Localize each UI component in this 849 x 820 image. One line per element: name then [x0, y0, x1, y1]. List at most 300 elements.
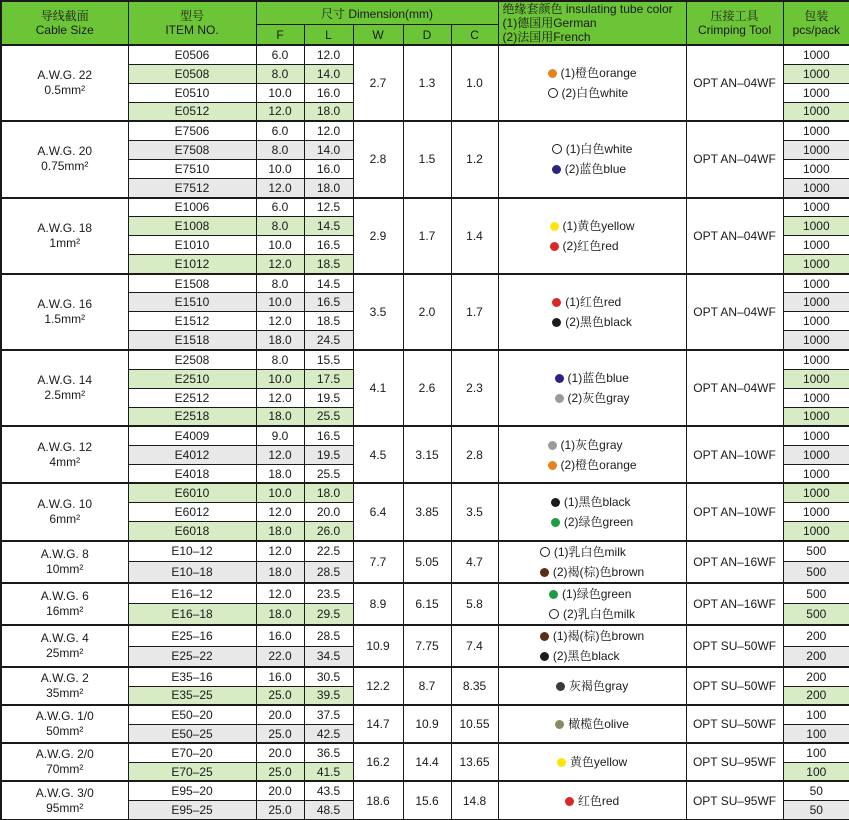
tube-color-line [540, 626, 644, 646]
orange-dot [548, 69, 557, 78]
cable-size-label: 1.5mm² [44, 311, 86, 326]
dim-l-cell: 26.0 [304, 522, 353, 541]
crimping-tool-cell: OPT AN–04WF [686, 121, 783, 197]
dim-l-cell: 12.0 [304, 121, 353, 140]
dim-l-cell: 12.0 [304, 45, 353, 64]
tube-color-line [552, 159, 633, 179]
dim-l-cell: 15.5 [304, 350, 353, 369]
cable-size-label: 0.5mm² [44, 83, 86, 98]
item-no-cell: E35–16 [128, 667, 256, 686]
dim-l-cell: 20.0 [304, 503, 353, 522]
dim-l-cell: 16.0 [304, 83, 353, 102]
col-header-pack [783, 1, 849, 45]
tube-color-line [557, 752, 627, 772]
dim-w-cell: 2.8 [353, 121, 403, 197]
dim-f-cell: 25.0 [256, 686, 304, 705]
dim-l-cell: 39.5 [304, 686, 353, 705]
pcs-cell: 1000 [783, 350, 849, 369]
tube-color-label: (2)褐(棕)色brown [552, 564, 645, 579]
col-header-dim-d: D [403, 25, 451, 45]
dim-f-cell: 12.0 [256, 312, 304, 331]
dim-w-cell: 16.2 [353, 743, 403, 781]
pcs-cell: 1000 [783, 255, 849, 274]
dim-d-cell: 3.85 [403, 483, 451, 540]
dim-f-cell: 16.0 [256, 625, 304, 646]
item-no-cell: E50–20 [128, 705, 256, 724]
item-no-cell: E1510 [128, 293, 256, 312]
dim-f-cell: 8.0 [256, 350, 304, 369]
white-circle [548, 88, 558, 98]
item-no-cell: E16–12 [128, 583, 256, 604]
dim-l-cell: 42.5 [304, 724, 353, 743]
tube-color-line [565, 791, 619, 811]
tube-color-label: (1)蓝色blue [567, 371, 629, 386]
dim-f-cell: 10.0 [256, 369, 304, 388]
cable-awg-label: A.W.G. 22 [37, 68, 93, 83]
dim-d-cell: 2.0 [403, 274, 451, 350]
brown-dot [540, 568, 549, 577]
dim-d-cell: 7.75 [403, 625, 451, 667]
dim-d-cell: 1.5 [403, 121, 451, 197]
pcs-cell: 1000 [783, 45, 849, 64]
tube-color-label: (1)乳白色milk [553, 544, 626, 559]
tube-color-lines [557, 752, 627, 772]
tube-color-label: 红色red [577, 793, 620, 808]
tube-color-line [552, 312, 632, 332]
table-row [1, 705, 849, 724]
tube-color-line [540, 542, 644, 562]
dim-w-cell: 14.7 [353, 705, 403, 743]
dim-f-cell: 25.0 [256, 801, 304, 820]
item-no-cell: E2510 [128, 369, 256, 388]
taupe-dot [556, 682, 565, 691]
pcs-cell: 1000 [783, 178, 849, 197]
dim-c-cell: 7.4 [451, 625, 498, 667]
table-row [1, 121, 849, 140]
dim-l-cell: 43.5 [304, 781, 353, 800]
dim-d-cell: 10.9 [403, 705, 451, 743]
tube-color-label: (2)绿色green [563, 515, 634, 530]
dim-f-cell: 25.0 [256, 724, 304, 743]
tube-color-lines [551, 492, 633, 532]
dim-f-cell: 6.0 [256, 121, 304, 140]
item-no-cell: E10–12 [128, 541, 256, 562]
item-no-cell: E1518 [128, 331, 256, 350]
item-no-cell: E70–25 [128, 762, 256, 781]
pcs-cell: 1000 [783, 121, 849, 140]
dim-f-cell: 22.0 [256, 646, 304, 667]
pack-header-en: pcs/pack [792, 23, 840, 37]
cable-size-cell [1, 667, 128, 705]
brown-dot [540, 632, 549, 641]
item-no-cell: E70–20 [128, 743, 256, 762]
tube-color-line [551, 512, 633, 532]
cable-size-cell [1, 625, 128, 667]
cable-size-cell [1, 583, 128, 625]
pcs-cell: 1000 [783, 407, 849, 426]
black-dot [540, 652, 549, 661]
dim-f-cell: 8.0 [256, 217, 304, 236]
item-no-cell: E0510 [128, 83, 256, 102]
item-no-cell: E1010 [128, 236, 256, 255]
table-row [1, 483, 849, 502]
pcs-cell: 500 [783, 562, 849, 583]
dim-l-cell: 19.5 [304, 445, 353, 464]
cable-size-cell [1, 274, 128, 350]
cable-size-label: 95mm² [46, 800, 84, 815]
dim-d-cell: 5.05 [403, 541, 451, 583]
tube-color-label: 橄榄色olive [568, 717, 629, 732]
item-no-cell: E7510 [128, 159, 256, 178]
pcs-cell: 1000 [783, 483, 849, 502]
item-no-cell: E4009 [128, 426, 256, 445]
table-row [1, 541, 849, 562]
dim-c-cell: 14.8 [451, 781, 498, 820]
dim-c-cell: 5.8 [451, 583, 498, 625]
dim-c-cell: 3.5 [451, 483, 498, 540]
green-dot [549, 590, 558, 599]
crimping-tool-cell: OPT AN–04WF [686, 350, 783, 426]
dim-l-cell: 22.5 [304, 541, 353, 562]
dim-w-cell: 4.1 [353, 350, 403, 426]
tube-color-label: (1)绿色green [562, 586, 632, 601]
crimping-header-en: Crimping Tool [697, 23, 772, 37]
cable-awg-label: A.W.G. 6 [40, 588, 89, 603]
crimping-tool-cell: OPT AN–04WF [686, 198, 783, 274]
dim-w-cell: 3.5 [353, 274, 403, 350]
tube-color-line [548, 455, 637, 475]
crimping-tool-cell: OPT AN–10WF [686, 426, 783, 483]
cable-size-cell [1, 198, 128, 274]
dim-l-cell: 16.5 [304, 236, 353, 255]
cable-awg-label: A.W.G. 18 [37, 220, 93, 235]
white-circle [552, 144, 562, 154]
tube-color-lines [540, 626, 644, 666]
cable-size-label: 16mm² [46, 603, 84, 618]
pcs-cell: 1000 [783, 312, 849, 331]
dim-l-cell: 19.5 [304, 388, 353, 407]
dim-d-cell: 3.15 [403, 426, 451, 483]
tube-color-cell [498, 625, 686, 667]
dim-l-cell: 14.5 [304, 217, 353, 236]
tube-color-label: (2)红色red [562, 238, 619, 253]
dim-l-cell: 18.0 [304, 102, 353, 121]
cable-size-cell [1, 781, 128, 820]
tube-color-cell [498, 274, 686, 350]
dim-l-cell: 14.0 [304, 140, 353, 159]
table-header [1, 1, 849, 45]
cable-size-cell [1, 743, 128, 781]
pcs-cell: 1000 [783, 426, 849, 445]
tube-color-label: 黄色yellow [569, 755, 628, 770]
tube-color-lines [548, 435, 637, 475]
tube-color-line [556, 676, 628, 696]
table-row [1, 625, 849, 646]
dim-f-cell: 20.0 [256, 743, 304, 762]
dim-f-cell: 10.0 [256, 159, 304, 178]
col-header-cable-size [1, 1, 128, 45]
pcs-cell: 1000 [783, 369, 849, 388]
crimping-tool-cell: OPT SU–50WF [686, 667, 783, 705]
crimping-header-zh: 压接工具 [710, 9, 759, 23]
cable-awg-label: A.W.G. 12 [37, 439, 93, 454]
dim-f-cell: 12.0 [256, 583, 304, 604]
pcs-cell: 1000 [783, 388, 849, 407]
pcs-cell: 1000 [783, 198, 849, 217]
pcs-cell: 1000 [783, 331, 849, 350]
dim-w-cell: 6.4 [353, 483, 403, 540]
pcs-cell: 100 [783, 743, 849, 762]
pcs-cell: 50 [783, 801, 849, 820]
tube-color-cell [498, 583, 686, 625]
cable-size-cell [1, 426, 128, 483]
dim-l-cell: 30.5 [304, 667, 353, 686]
item-no-cell: E95–25 [128, 801, 256, 820]
dim-f-cell: 20.0 [256, 781, 304, 800]
tube-color-label: (1)橙色orange [560, 66, 637, 81]
dim-f-cell: 6.0 [256, 45, 304, 64]
pcs-cell: 1000 [783, 236, 849, 255]
dim-l-cell: 36.5 [304, 743, 353, 762]
item-no-header-zh: 型号 [179, 9, 204, 23]
cable-size-label: 2.5mm² [44, 388, 86, 403]
col-header-dim-f: F [256, 25, 304, 45]
col-header-dim-l: L [304, 25, 353, 45]
dim-l-cell: 25.5 [304, 407, 353, 426]
dim-l-cell: 18.5 [304, 255, 353, 274]
table-row [1, 583, 849, 604]
dim-l-cell: 16.5 [304, 293, 353, 312]
item-no-cell: E25–22 [128, 646, 256, 667]
col-header-dim-c: C [451, 25, 498, 45]
tube-color-line [549, 584, 635, 604]
dim-f-cell: 25.0 [256, 762, 304, 781]
cable-size-label: 0.75mm² [41, 159, 89, 174]
table-row [1, 45, 849, 64]
cable-awg-label: A.W.G. 3/0 [35, 785, 94, 800]
crimping-tool-cell: OPT AN–10WF [686, 483, 783, 540]
item-no-cell: E4012 [128, 445, 256, 464]
pcs-cell: 100 [783, 762, 849, 781]
item-no-cell: E1008 [128, 217, 256, 236]
cable-awg-label: A.W.G. 1/0 [35, 709, 94, 724]
tube-color-cell [498, 667, 686, 705]
item-no-cell: E16–18 [128, 604, 256, 625]
dim-w-cell: 12.2 [353, 667, 403, 705]
tube-color-lines [552, 139, 633, 179]
tube-color-cell [498, 781, 686, 820]
dim-w-cell: 7.7 [353, 541, 403, 583]
table-row [1, 743, 849, 762]
dim-f-cell: 18.0 [256, 331, 304, 350]
cable-size-cell [1, 705, 128, 743]
gray-dot [555, 394, 564, 403]
tube-color-label: (2)蓝色blue [564, 162, 627, 177]
pcs-cell: 200 [783, 686, 849, 705]
yellow-dot [550, 222, 559, 231]
dim-f-cell: 18.0 [256, 604, 304, 625]
tube-color-cell [498, 45, 686, 121]
dim-l-cell: 18.0 [304, 178, 353, 197]
dim-f-cell: 10.0 [256, 83, 304, 102]
dim-w-cell: 2.7 [353, 45, 403, 121]
pcs-cell: 1000 [783, 522, 849, 541]
dim-f-cell: 10.0 [256, 236, 304, 255]
cable-size-cell [1, 541, 128, 583]
dim-f-cell: 12.0 [256, 503, 304, 522]
dim-c-cell: 10.55 [451, 705, 498, 743]
tube-color-line [540, 562, 644, 582]
dim-c-cell: 13.65 [451, 743, 498, 781]
dim-f-cell: 18.0 [256, 522, 304, 541]
dim-w-cell: 18.6 [353, 781, 403, 820]
cable-awg-label: A.W.G. 2 [40, 671, 89, 686]
pcs-cell: 200 [783, 646, 849, 667]
cable-size-label: 6mm² [49, 512, 81, 527]
table-row [1, 781, 849, 800]
item-no-cell: E1006 [128, 198, 256, 217]
item-no-cell: E6010 [128, 483, 256, 502]
cable-awg-label: A.W.G. 8 [40, 546, 89, 561]
dim-f-cell: 18.0 [256, 464, 304, 483]
tube-color-lines [548, 63, 637, 103]
dim-l-cell: 37.5 [304, 705, 353, 724]
green-dot [551, 518, 560, 527]
olive-dot [555, 720, 564, 729]
item-no-cell: E10–18 [128, 562, 256, 583]
tube-color-label: (1)黄色yellow [562, 218, 635, 233]
dim-f-cell: 12.0 [256, 388, 304, 407]
dim-c-cell: 4.7 [451, 541, 498, 583]
cable-awg-label: A.W.G. 2/0 [35, 747, 94, 762]
pcs-cell: 1000 [783, 274, 849, 293]
dim-f-cell: 18.0 [256, 562, 304, 583]
dim-f-cell: 12.0 [256, 102, 304, 121]
dim-f-cell: 12.0 [256, 178, 304, 197]
tube-color-lines [540, 542, 644, 582]
pcs-cell: 1000 [783, 464, 849, 483]
dim-l-cell: 23.5 [304, 583, 353, 604]
tube-color-line [548, 435, 637, 455]
dim-w-cell: 4.5 [353, 426, 403, 483]
dim-d-cell: 6.15 [403, 583, 451, 625]
tube-color-label: (1)红色red [565, 294, 622, 309]
tube-color-label: (2)黑色black [565, 314, 632, 329]
item-no-cell: E4018 [128, 464, 256, 483]
crimping-tool-cell: OPT AN–04WF [686, 45, 783, 121]
pcs-cell: 1000 [783, 140, 849, 159]
gray-dot [548, 441, 557, 450]
dim-f-cell: 8.0 [256, 140, 304, 159]
dim-w-cell: 10.9 [353, 625, 403, 667]
dim-l-cell: 16.5 [304, 426, 353, 445]
dim-f-cell: 10.0 [256, 483, 304, 502]
item-no-cell: E7512 [128, 178, 256, 197]
tube-color-lines [555, 714, 629, 734]
milk-circle [549, 609, 559, 619]
tube-color-line [550, 216, 635, 236]
dim-c-cell: 1.4 [451, 198, 498, 274]
tube-color-cell [498, 121, 686, 197]
black-dot [551, 498, 560, 507]
dim-f-cell: 18.0 [256, 407, 304, 426]
tube-color-line [540, 646, 644, 666]
tube-color-lines [550, 216, 635, 256]
red-dot [565, 797, 574, 806]
cable-awg-label: A.W.G. 20 [37, 144, 93, 159]
dim-f-cell: 12.0 [256, 541, 304, 562]
table-row [1, 274, 849, 293]
pcs-cell: 500 [783, 604, 849, 625]
dim-f-cell: 10.0 [256, 293, 304, 312]
dim-f-cell: 8.0 [256, 64, 304, 83]
item-no-header-en: ITEM NO. [165, 23, 219, 37]
col-header-item-no [128, 1, 256, 45]
dim-c-cell: 1.0 [451, 45, 498, 121]
item-no-cell: E7506 [128, 121, 256, 140]
tube-color-cell [498, 350, 686, 426]
dim-f-cell: 20.0 [256, 705, 304, 724]
item-no-cell: E6012 [128, 503, 256, 522]
milk-circle [540, 547, 550, 557]
cable-size-label: 50mm² [46, 724, 84, 739]
cable-awg-label: A.W.G. 16 [37, 296, 93, 311]
dim-l-cell: 17.5 [304, 369, 353, 388]
tube-color-cell [498, 198, 686, 274]
cable-awg-label: A.W.G. 10 [37, 497, 93, 512]
dim-d-cell: 14.4 [403, 743, 451, 781]
tube-color-cell [498, 743, 686, 781]
item-no-cell: E6018 [128, 522, 256, 541]
tube-color-label: (1)褐(棕)色brown [552, 629, 645, 644]
pcs-cell: 100 [783, 705, 849, 724]
item-no-cell: E2508 [128, 350, 256, 369]
item-no-cell: E35–25 [128, 686, 256, 705]
crimping-tool-cell: OPT AN–04WF [686, 274, 783, 350]
tube-color-line [555, 368, 630, 388]
dim-l-cell: 18.0 [304, 483, 353, 502]
dim-l-cell: 25.5 [304, 464, 353, 483]
table-row [1, 667, 849, 686]
tube-color-cell [498, 705, 686, 743]
table-row [1, 350, 849, 369]
dim-f-cell: 12.0 [256, 445, 304, 464]
crimping-tool-cell: OPT SU–50WF [686, 705, 783, 743]
tube-color-line [555, 714, 629, 734]
table-row [1, 426, 849, 445]
item-no-cell: E2518 [128, 407, 256, 426]
dim-l-cell: 48.5 [304, 801, 353, 820]
cable-size-cell [1, 45, 128, 121]
tube-color-label: (1)黑色black [563, 495, 631, 510]
item-no-cell: E7508 [128, 140, 256, 159]
tube-color-line [549, 604, 635, 624]
item-no-cell: E1012 [128, 255, 256, 274]
red-dot [552, 298, 561, 307]
tube-color-line [552, 292, 632, 312]
tube-color-header-line2: (1)德国用German [502, 16, 597, 30]
tube-color-label: (2)乳白色milk [563, 606, 636, 621]
tube-color-label: (2)白色white [561, 86, 629, 101]
dim-c-cell: 2.8 [451, 426, 498, 483]
dim-l-cell: 16.0 [304, 159, 353, 178]
dim-c-cell: 1.7 [451, 274, 498, 350]
pcs-cell: 1000 [783, 217, 849, 236]
dim-c-cell: 2.3 [451, 350, 498, 426]
tube-color-line [548, 83, 637, 103]
crimping-tool-cell: OPT SU–95WF [686, 781, 783, 820]
dim-w-cell: 2.9 [353, 198, 403, 274]
